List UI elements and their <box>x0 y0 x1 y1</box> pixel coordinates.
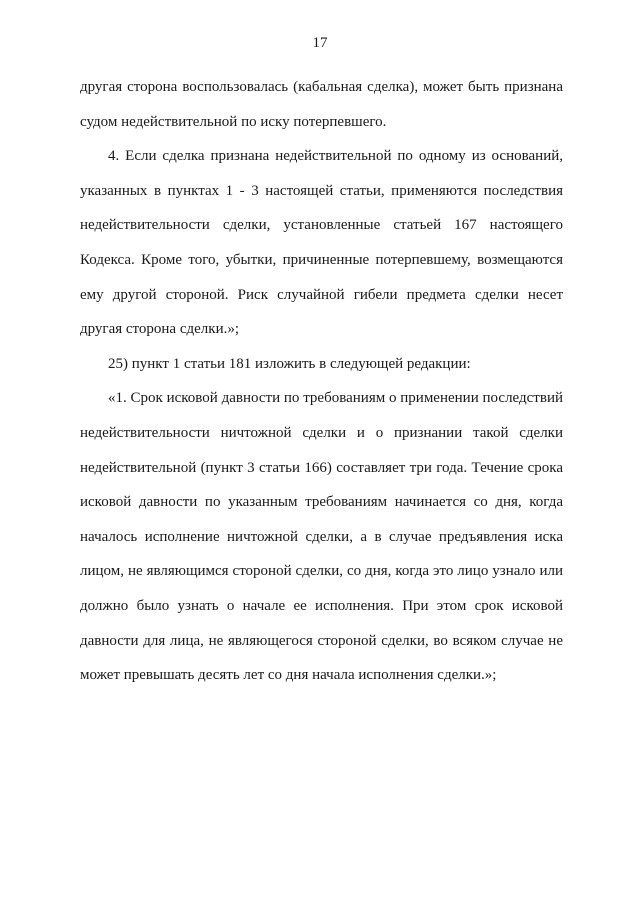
text-line: началось исполнение ничтожной сделки, а в случае предъявления иска <box>80 528 563 545</box>
text-line: недействительности сделки, установленные статьей 167 настоящего <box>80 217 563 234</box>
text-line: другая сторона воспользовалась (кабальная сделка), может быть признана <box>80 79 563 95</box>
text-line: должно было узнать о начале ее исполнения. При этом срок исковой <box>80 597 563 614</box>
paragraph-continuation <box>80 70 563 139</box>
text-line: может превышать десять лет со дня начала исполнения сделки.»; <box>80 667 497 684</box>
text-line: другая сторона сделки.»; <box>80 321 240 338</box>
text-line: 25) пункт 1 статьи 181 изложить в следующей редакции: <box>108 355 471 372</box>
text-line: исковой давности по указанным требованиям начинается со дня, когда <box>80 494 563 511</box>
document-body <box>80 70 563 693</box>
paragraph-item-4 <box>80 139 563 347</box>
text-line: судом недействительной по иску потерпевшего. <box>80 113 387 130</box>
page-number: 17 <box>312 35 328 51</box>
text-line: 4. Если сделка признана недействительной по одному из оснований, <box>108 148 563 165</box>
text-line: давности для лица, не являющегося стороной сделки, во всяком случае не <box>80 632 563 649</box>
paragraph-item-25 <box>80 347 563 382</box>
text-line: лицом, не являющимся стороной сделки, со дня, когда это лицо узнало или <box>80 563 563 580</box>
text-line: недействительной (пункт 3 статьи 166) составляет три года. Течение срока <box>80 459 563 476</box>
text-line: ему другой стороной. Риск случайной гибели предмета сделки несет <box>80 286 563 303</box>
text-line: указанных в пунктах 1 - 3 настоящей статьи, применяются последствия <box>80 182 563 199</box>
text-line: Кодекса. Кроме того, убытки, причиненные потерпевшему, возмещаются <box>80 251 563 268</box>
text-line: «1. Срок исковой давности по требованиям о применении последствий <box>108 390 563 407</box>
text-line: недействительности ничтожной сделки и о признании такой сделки <box>80 424 563 441</box>
paragraph-quoted-article <box>80 381 563 692</box>
